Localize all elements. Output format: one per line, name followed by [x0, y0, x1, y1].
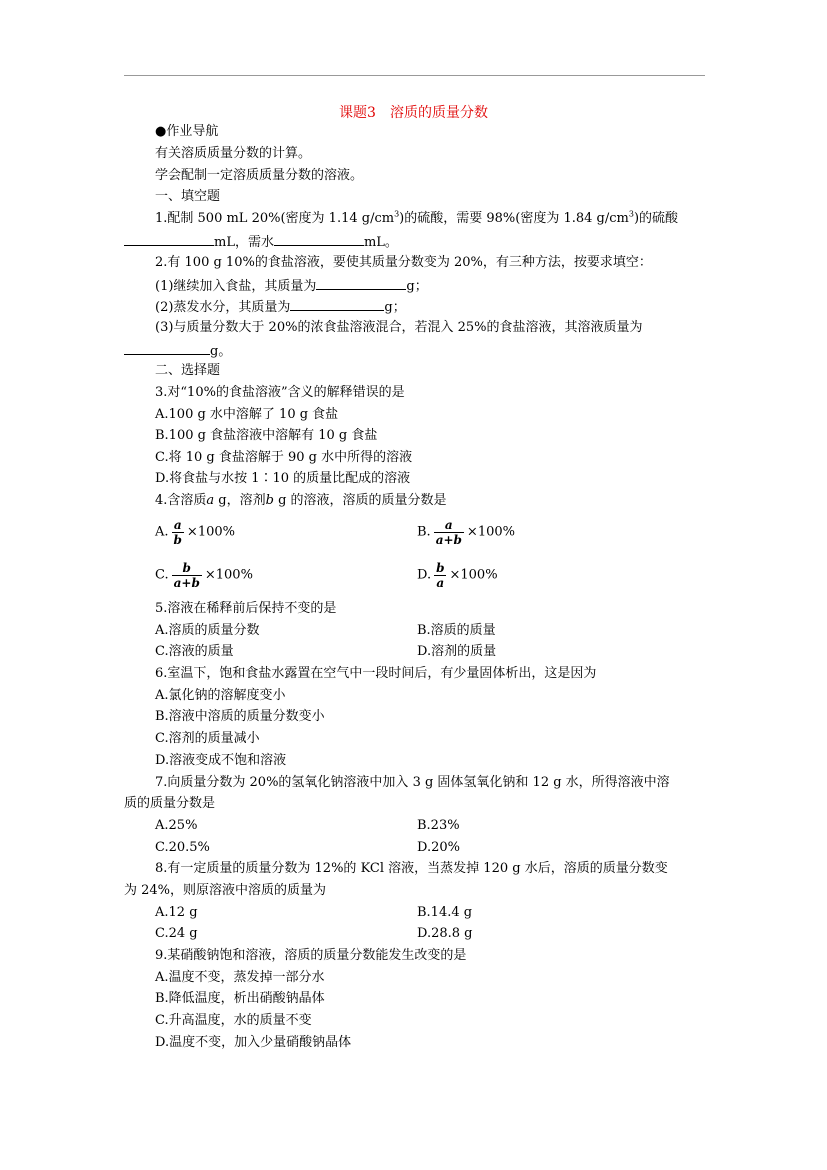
q1-stem: 1.配制 500 mL 20%(密度为 1.14 $g/cm^3$)的硫酸，需要 98%(密度为 1.84 $g/cm^3$)的硫酸 — [155, 209, 679, 226]
q4-option-c[interactable]: C. $\frac{b}{a+b}$ ×100% — [155, 561, 253, 590]
q2-part-1: (1)继续加入食盐，其质量为 g； — [155, 279, 428, 294]
q6-option-d[interactable]: D.溶液变成不饱和溶液 — [155, 753, 287, 768]
q8-option-a[interactable]: A.12 g — [155, 905, 198, 920]
q2-part-3: (3)与质量分数大于 20%的浓食盐溶液混合，若混入 25%的食盐溶液，其溶液质量为 — [155, 320, 643, 335]
section-multiple-choice: 二、选择题 — [155, 363, 221, 378]
q7-option-d[interactable]: D.20% — [417, 840, 460, 855]
q3-option-d[interactable]: D.将食盐与水按 1∶10 的质量比配成的溶液 — [155, 471, 411, 486]
q9-option-c[interactable]: C.升高温度，水的质量不变 — [155, 1013, 312, 1028]
q8-option-b[interactable]: B.14.4 g — [417, 905, 473, 920]
q6-option-b[interactable]: B.溶液中溶质的质量分数变小 — [155, 709, 325, 724]
q7-stem-line-1: 7.向质量分数为 20%的氢氧化钠溶液中加入 3 g 固体氢氧化钠和 12 g 水，所得溶液中溶 — [155, 775, 670, 790]
answer-blank[interactable] — [124, 233, 214, 246]
q7-stem-line-2: 质的质量分数是 — [124, 796, 216, 811]
q4-option-a[interactable]: A. $\frac{a}{b}$ ×100% — [155, 518, 235, 547]
answer-blank[interactable] — [274, 233, 364, 246]
fraction: $\frac{b}{a}$ — [436, 561, 445, 590]
q5-option-a[interactable]: A.溶质的质量分数 — [155, 623, 260, 638]
q9-stem: 9.某硝酸钠饱和溶液，溶质的质量分数能发生改变的是 — [155, 948, 467, 963]
q6-option-c[interactable]: C.溶剂的质量减小 — [155, 731, 260, 746]
q3-option-b[interactable]: B.100 g 食盐溶液中溶解有 10 g 食盐 — [155, 428, 378, 443]
page-title: 课题3 溶质的质量分数 — [339, 105, 488, 121]
guide-heading: ●作业导航 — [155, 124, 219, 139]
q7-option-b[interactable]: B.23% — [417, 818, 460, 833]
q4-option-d[interactable]: D. $\frac{b}{a}$ ×100% — [417, 561, 498, 590]
fraction: $\frac{a}{a+b}$ — [435, 518, 462, 547]
q5-option-d[interactable]: D.溶剂的质量 — [417, 644, 497, 659]
q2-part-3-blank: g。 — [124, 342, 231, 360]
q8-stem-line-1: 8.有一定质量的质量分数为 12%的 KCl 溶液，当蒸发掉 120 g 水后，溶质的质量分数变 — [155, 861, 668, 876]
q5-option-b[interactable]: B.溶质的质量 — [417, 623, 496, 638]
q8-option-c[interactable]: C.24 g — [155, 926, 198, 941]
q3-option-a[interactable]: A.100 g 水中溶解了 10 g 食盐 — [155, 407, 339, 422]
q1-blanks: mL，需水 mL。 — [124, 233, 398, 251]
answer-blank[interactable] — [290, 298, 384, 311]
q6-option-a[interactable]: A.氯化钠的溶解度变小 — [155, 688, 286, 703]
fraction: $\frac{b}{a+b}$ — [173, 561, 200, 590]
q3-stem: 3.对“10%的食盐溶液”含义的解释错误的是 — [155, 385, 405, 400]
fraction: $\frac{a}{b}$ — [173, 518, 182, 547]
q2-stem: 2.有 100 g 10%的食盐溶液，要使其质量分数变为 20%，有三种方法，按要求填空： — [155, 255, 652, 270]
q8-stem-line-2: 为 24%，则原溶液中溶质的质量为 — [124, 883, 327, 898]
q8-option-d[interactable]: D.28.8 g — [417, 926, 473, 941]
section-fill-in: 一、填空题 — [155, 189, 221, 204]
q9-option-d[interactable]: D.温度不变，加入少量硝酸钠晶体 — [155, 1035, 352, 1050]
answer-blank[interactable] — [124, 342, 210, 355]
guide-item-2: 学会配制一定溶质质量分数的溶液。 — [155, 168, 364, 183]
header-rule — [124, 75, 705, 76]
guide-item-1: 有关溶质质量分数的计算。 — [155, 146, 312, 161]
q5-stem: 5.溶液在稀释前后保持不变的是 — [155, 601, 337, 616]
q5-option-c[interactable]: C.溶液的质量 — [155, 644, 234, 659]
q7-option-c[interactable]: C.20.5% — [155, 840, 210, 855]
q4-stem: 4.含溶质a g，溶剂b g 的溶液，溶质的质量分数是 — [155, 493, 447, 508]
q3-option-c[interactable]: C.将 10 g 食盐溶解于 90 g 水中所得的溶液 — [155, 450, 413, 465]
q7-option-a[interactable]: A.25% — [155, 818, 198, 833]
answer-blank[interactable] — [316, 277, 406, 290]
q6-stem: 6.室温下，饱和食盐水露置在空气中一段时间后，有少量固体析出，这是因为 — [155, 666, 597, 681]
q9-option-a[interactable]: A.温度不变，蒸发掉一部分水 — [155, 970, 325, 985]
q2-part-2: (2)蒸发水分，其质量为 g； — [155, 300, 406, 315]
q9-option-b[interactable]: B.降低温度，析出硝酸钠晶体 — [155, 991, 325, 1006]
q4-option-b[interactable]: B. $\frac{a}{a+b}$ ×100% — [417, 518, 515, 547]
